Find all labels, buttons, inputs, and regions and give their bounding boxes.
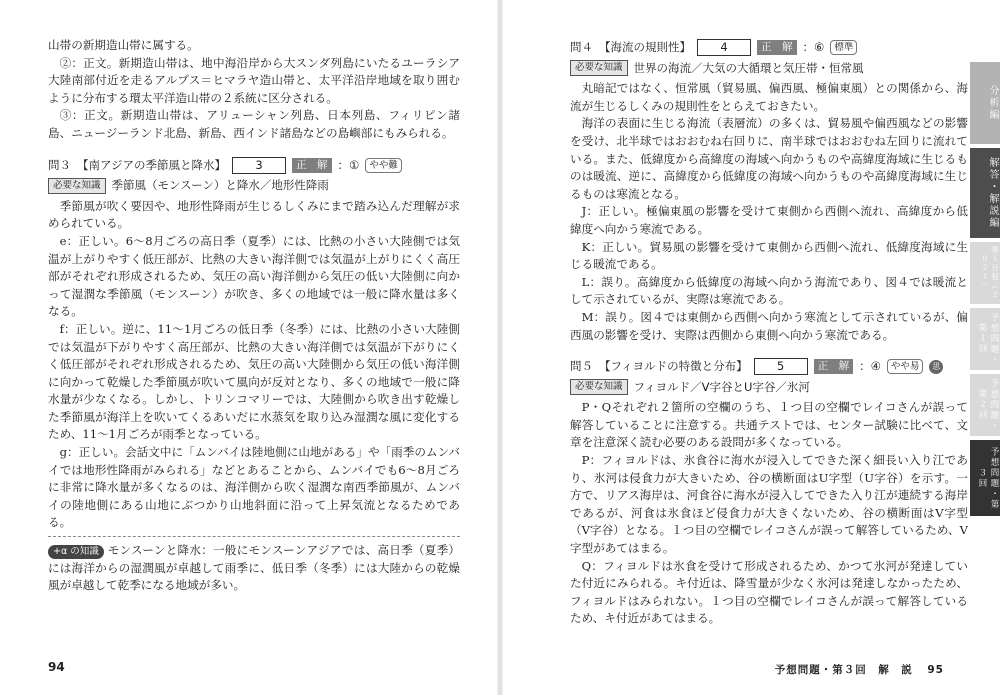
- question-title: 【南アジアの季節風と降水】: [77, 157, 227, 172]
- tab-answers[interactable]: 解答・解説編: [970, 148, 1000, 238]
- correct-label: 正 解: [814, 359, 854, 374]
- knowledge-tag: 必要な知識: [570, 60, 628, 76]
- question-3-header: [48, 157, 460, 175]
- paragraph: f：正しい。逆に、11〜1月ごろの低日季（冬季）には、比熱の小さい大陸側では気温が下がりやすく高圧部が、比熱の大きい海洋側では気温が下がりにくく低圧部がそれぞれ形成されるため、気圧の高い大陸側から気圧の低い海洋側に向かって乾燥した季節風が吹いて風向が反対となり、多くの地域で一般に降水量が少なくなる。しかし、トリンコマリーでは、大陸側から吹き出す乾燥した季節風が海洋上を吹いてくるあいだに水蒸気を取り込み湿潤な風に変化するため、11〜1月ごろが雨季となっている。: [48, 321, 460, 442]
- question-5-header: [570, 358, 968, 376]
- paragraph: P：フィヨルドは、氷食谷に海水が浸入してできた深く細長い入り江であり、氷河は侵食力が大きいため、谷の横断面はU字型（U字谷）を示す。一方で、リアス海岸は、河食谷に海水が浸入してできた入り江が連続する海岸であるが、河食は氷食ほど侵食力が大きくないため、谷の横断面はV字型（V字谷）となる。１つ目の空欄でレイコさんが誤って解答しているため、V字型があてはまる。: [570, 453, 968, 556]
- question-title: 【海流の規則性】: [599, 40, 691, 54]
- tab-analysis[interactable]: 分析編: [970, 62, 1000, 144]
- page-number: 95: [927, 664, 944, 676]
- answer-number: 3: [232, 157, 286, 174]
- right-page: [500, 0, 1000, 695]
- answer-number: 4: [697, 39, 751, 56]
- knowledge-text: フィヨルド／V字谷とU字谷／氷河: [633, 379, 810, 394]
- correct-value: ：④: [859, 359, 881, 374]
- paragraph: P・Qそれぞれ２箇所の空欄のうち、１つ目の空欄でレイコさんが誤って解答していることに注意する。共通テストでは、センター試験に比べて、文章を注意深く読む必要のある設問が多くなっている。: [570, 400, 968, 450]
- page-number: 94: [48, 660, 65, 674]
- paragraph: K：正しい。貿易風の影響を受けて東側から西側へ流れ、低緯度海域に生じる暖流である。: [570, 239, 968, 272]
- paragraph: 海洋の表面に生じる海流（表層流）の多くは、貿易風や偏西風などの影響を受け、北半球ではおおむね右回りに、南半球ではおおむね左回りに流れている。また、低緯度から高緯度の海域へ向かうものや高緯度海域に生じるものは暖流、逆に、高緯度から低緯度の海域へ向かうものや高緯度海域に生じるものは寒流となる。: [570, 116, 968, 201]
- correct-value: ：①: [337, 157, 360, 172]
- question-label: 問５: [570, 359, 593, 374]
- difficulty-badge: やや易: [887, 359, 924, 374]
- question-label: 問４: [570, 40, 593, 54]
- tab-practice-3[interactable]: 予想問題・第３回: [970, 440, 1000, 516]
- knowledge-header: [570, 60, 968, 78]
- knowledge-header: [570, 379, 968, 397]
- knowledge-text: 季節風（モンスーン）と降水／地形性降雨: [111, 178, 329, 193]
- paragraph: 山帯の新期造山帯に属する。: [48, 38, 199, 52]
- paragraph: g：正しい。会話文中に「ムンバイは陸地側に山地がある」や「雨季のムンバイでは地形性降雨がみられる」などとあることから、ムンバイでも6〜8月ごろに非常に降水量が多くなるのは、海洋側から吹く湿潤な南西季節風が、ムンバイの陸地側にある山地にぶつかり山地斜面に沿って上昇気流となるためである。: [48, 445, 460, 530]
- paragraph: e：正しい。6〜8月ごろの高日季（夏季）には、比熱の小さい大陸側では気温が上がりやすく低圧部が、比熱の大きい海洋側では気温が上がりにくく高圧部がそれぞれ形成されるため、気圧の高い海洋側から気圧の低い大陸側に向かって湿潤な季節風（モンスーン）が吹き、多くの地域では一般に降水量は多くなる。: [48, 233, 460, 319]
- right-column: [570, 37, 968, 628]
- paragraph: ③：正文。新期造山帯は、アリューシャン列島、日本列島、フィリピン諸島、ニュージーランド北島、新島、西インド諸島などの島嶼部にもみられる。: [48, 108, 460, 140]
- paragraph: L：誤り。高緯度から低緯度の海域へ向かう海流であり、図４では暖流として示されているが、実際は寒流である。: [570, 274, 968, 307]
- correct-label: 正 解: [757, 40, 797, 55]
- paragraph: J：正しい。極偏東風の影響を受けて東側から西側へ流れ、高緯度から低緯度へ向かう寒流である。: [570, 204, 968, 236]
- question-label: 問３: [48, 157, 71, 172]
- note-text: モンスーンと降水：一般にモンスーンアジアでは、高日季（夏季）には海洋からの湿潤風が卓越して雨季に、低日季（冬季）には大陸からの乾燥風が卓越して乾季になる地域が多い。: [48, 543, 460, 593]
- answer-number: 5: [754, 358, 808, 375]
- running-footer: [775, 662, 944, 677]
- footer-title: 予想問題・第３回 解 説: [774, 664, 913, 676]
- difficulty-badge: やや難: [365, 158, 402, 173]
- thinking-mark-icon: 思: [929, 360, 943, 374]
- tab-practice-2[interactable]: 予想問題・第２回: [970, 374, 1000, 436]
- section-tabs: [970, 62, 1000, 520]
- knowledge-tag: 必要な知識: [48, 178, 106, 194]
- tab-first-date[interactable]: 第１日程（２０２１）: [970, 242, 1000, 304]
- question-title: 【フィヨルドの特徴と分布】: [599, 359, 748, 374]
- knowledge-tag: 必要な知識: [570, 379, 628, 395]
- correct-label: 正 解: [292, 158, 332, 173]
- difficulty-badge: 標準: [830, 40, 857, 55]
- correct-value: ：⑥: [802, 40, 825, 54]
- paragraph: M：誤り。図４では東側から西側へ向かう寒流として示されているが、偏西風の影響を受け、実際は西側から東側へ向かう寒流である。: [570, 309, 968, 342]
- paragraph: 季節風が吹く要因や、地形性降雨が生じるしくみにまで踏み込んだ理解が求められている。: [48, 198, 460, 231]
- plus-alpha-badge: +α の知識: [48, 545, 104, 559]
- question-4-header: [570, 39, 968, 57]
- paragraph: 丸暗記ではなく、恒常風（貿易風、偏西風、極偏東風）との関係から、海流が生じるしくみの規則性をとらえておきたい。: [570, 81, 968, 113]
- plus-alpha-note: [48, 536, 460, 595]
- paragraph: ②：正文。新期造山帯は、地中海沿岸から大スンダ列島にいたるユーラシア大陸南部付近を走るアルプス＝ヒマラヤ造山帯と、太平洋沿岸地域を取り囲むように分布する環太平洋造山帯の２系統に区分される。: [48, 55, 460, 105]
- tab-practice-1[interactable]: 予想問題・第１回: [970, 308, 1000, 370]
- knowledge-text: 世界の海流／大気の大循環と気圧帯・恒常風: [633, 60, 864, 75]
- knowledge-header: [48, 177, 460, 195]
- paragraph: Q：フィヨルドは氷食を受けて形成されるため、かつて氷河が発達していた付近にみられる。キ付近は、降雪量が少なく氷河は発達しなかったため、フィヨルドはみられない。１つ目の空欄でレイコさんが誤って解答しているため、キ付近があてはまる。: [570, 558, 968, 626]
- left-column: [48, 37, 460, 595]
